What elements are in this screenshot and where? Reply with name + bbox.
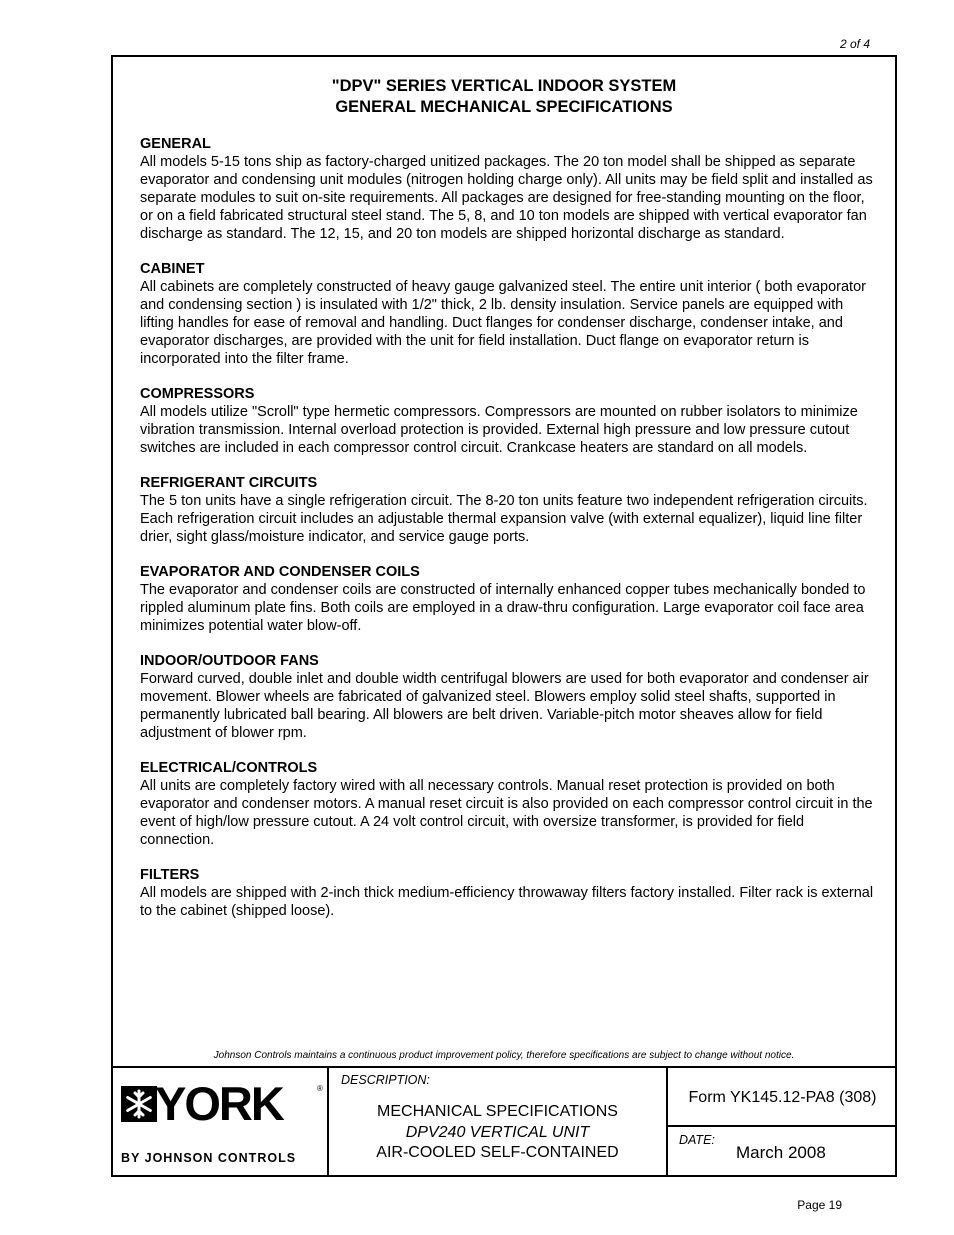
snowflake-icon bbox=[121, 1086, 157, 1122]
section-body: All models are shipped with 2-inch thick medium-efficiency throwaway filters factory installed. Filter rack is external to the cabinet (shipped loose). bbox=[140, 885, 874, 919]
page-number: Page 19 bbox=[797, 1198, 842, 1212]
section-heading: ELECTRICAL/CONTROLS bbox=[140, 760, 318, 776]
date-value: March 2008 bbox=[736, 1143, 826, 1162]
section-heading: INDOOR/OUTDOOR FANS bbox=[140, 653, 319, 669]
york-logo bbox=[121, 1086, 157, 1127]
description-text bbox=[329, 1102, 666, 1164]
section-filters bbox=[140, 866, 875, 920]
form-number: Form YK145.12-PA8 (308) bbox=[688, 1089, 877, 1106]
title-line-2: GENERAL MECHANICAL SPECIFICATIONS bbox=[335, 98, 673, 116]
section-heading: FILTERS bbox=[140, 867, 200, 883]
section-electrical-controls bbox=[140, 759, 875, 849]
logo-cell bbox=[113, 1068, 329, 1177]
registered-mark: ® bbox=[317, 1084, 323, 1093]
section-heading: REFRIGERANT CIRCUITS bbox=[140, 475, 318, 491]
spec-sheet-frame bbox=[111, 55, 897, 1177]
section-body: All cabinets are completely constructed of heavy gauge galvanized steel. The entire unit interior ( both evaporator and condensing section ) is insulated with 1/2" thick, 2 lb. density insulation. Service panels are equipped with lifting handles for ease of removal and handling. Duct flanges for condenser discharge, condenser intake, and evaporator discharges, are provided with the unit for field installation. Duct flange on evaporator return is incorporated into the filter frame. bbox=[140, 279, 866, 367]
logo-tagline: BY JOHNSON CONTROLS bbox=[121, 1151, 297, 1165]
section-heading: EVAPORATOR AND CONDENSER COILS bbox=[140, 564, 420, 580]
page-count: 2 of 4 bbox=[839, 37, 870, 51]
description-label: DESCRIPTION: bbox=[341, 1073, 430, 1087]
page-title bbox=[113, 76, 895, 118]
section-body: All models utilize "Scroll" type hermetic compressors. Compressors are mounted on rubber isolators to minimize vibration transmission. Internal overload protection is provided. External high pressure and low pressure cutout switches are included in each compressor control circuit. Crankcase heaters are standard on all models. bbox=[140, 404, 858, 456]
section-fans bbox=[140, 652, 875, 742]
description-line-2: DPV240 VERTICAL UNIT bbox=[405, 1123, 590, 1141]
section-heading: GENERAL bbox=[140, 136, 211, 152]
section-cabinet bbox=[140, 260, 875, 368]
section-body: Forward curved, double inlet and double width centrifugal blowers are used for both evaporator and condenser air movement. Blower wheels are fabricated of galvanized steel. Blowers employ solid steel shafts, supported in permanently lubricated ball bearing. All blowers are belt driven. Variable-pitch motor sheaves allow for field adjustment of blower rpm. bbox=[140, 671, 869, 741]
section-general bbox=[140, 135, 875, 243]
york-wordmark: YORK bbox=[155, 1077, 283, 1130]
section-body: All units are completely factory wired with all necessary controls. Manual reset protection is provided on both evaporator and condenser motors. A manual reset circuit is also provided on each compressor control circuit in the event of high/low pressure cutout. A 24 volt control circuit, with oversize transformer, is provided for field connection. bbox=[140, 778, 873, 848]
date-label: DATE: bbox=[679, 1133, 715, 1147]
section-body: The 5 ton units have a single refrigeration circuit. The 8-20 ton units feature two independent refrigeration circuits. Each refrigeration circuit includes an adjustable thermal expansion valve (with external equalizer), liquid line filter drier, sight glass/moisture indicator, and service gauge ports. bbox=[140, 493, 868, 545]
section-compressors bbox=[140, 385, 875, 457]
section-coils bbox=[140, 563, 875, 635]
description-line-1: MECHANICAL SPECIFICATIONS bbox=[377, 1103, 618, 1120]
description-line-3: AIR-COOLED SELF-CONTAINED bbox=[376, 1144, 619, 1161]
section-heading: CABINET bbox=[140, 261, 205, 277]
section-body: All models 5-15 tons ship as factory-charged unitized packages. The 20 ton model shall be shipped as separate evaporator and condensing unit modules (nitrogen holding charge only). All units may be field split and installed as separate modules to suit on-site requirements. All packages are designed for free-standing mounting on the floor, or on a field fabricated structural steel stand. The 5, 8, and 10 ton models are shipped with vertical evaporator fan discharge as standard. The 12, 15, and 20 ton models are shipped horizontal discharge as standard. bbox=[140, 154, 873, 242]
spec-content bbox=[140, 135, 875, 937]
description-cell bbox=[329, 1068, 668, 1177]
section-body: The evaporator and condenser coils are constructed of internally enhanced copper tubes mechanically bonded to rippled aluminum plate fins. Both coils are employed in a draw-thru configuration. Large evaporator coil face area minimizes potential water blow-off. bbox=[140, 582, 866, 634]
section-heading: COMPRESSORS bbox=[140, 386, 255, 402]
disclaimer: Johnson Controls maintains a continuous product improvement policy, therefore specifications are subject to change without notice. bbox=[213, 1050, 795, 1061]
section-refrigerant-circuits bbox=[140, 474, 875, 546]
title-line-1: "DPV" SERIES VERTICAL INDOOR SYSTEM bbox=[331, 77, 677, 95]
form-number-cell bbox=[668, 1068, 897, 1127]
date-cell bbox=[668, 1127, 897, 1177]
